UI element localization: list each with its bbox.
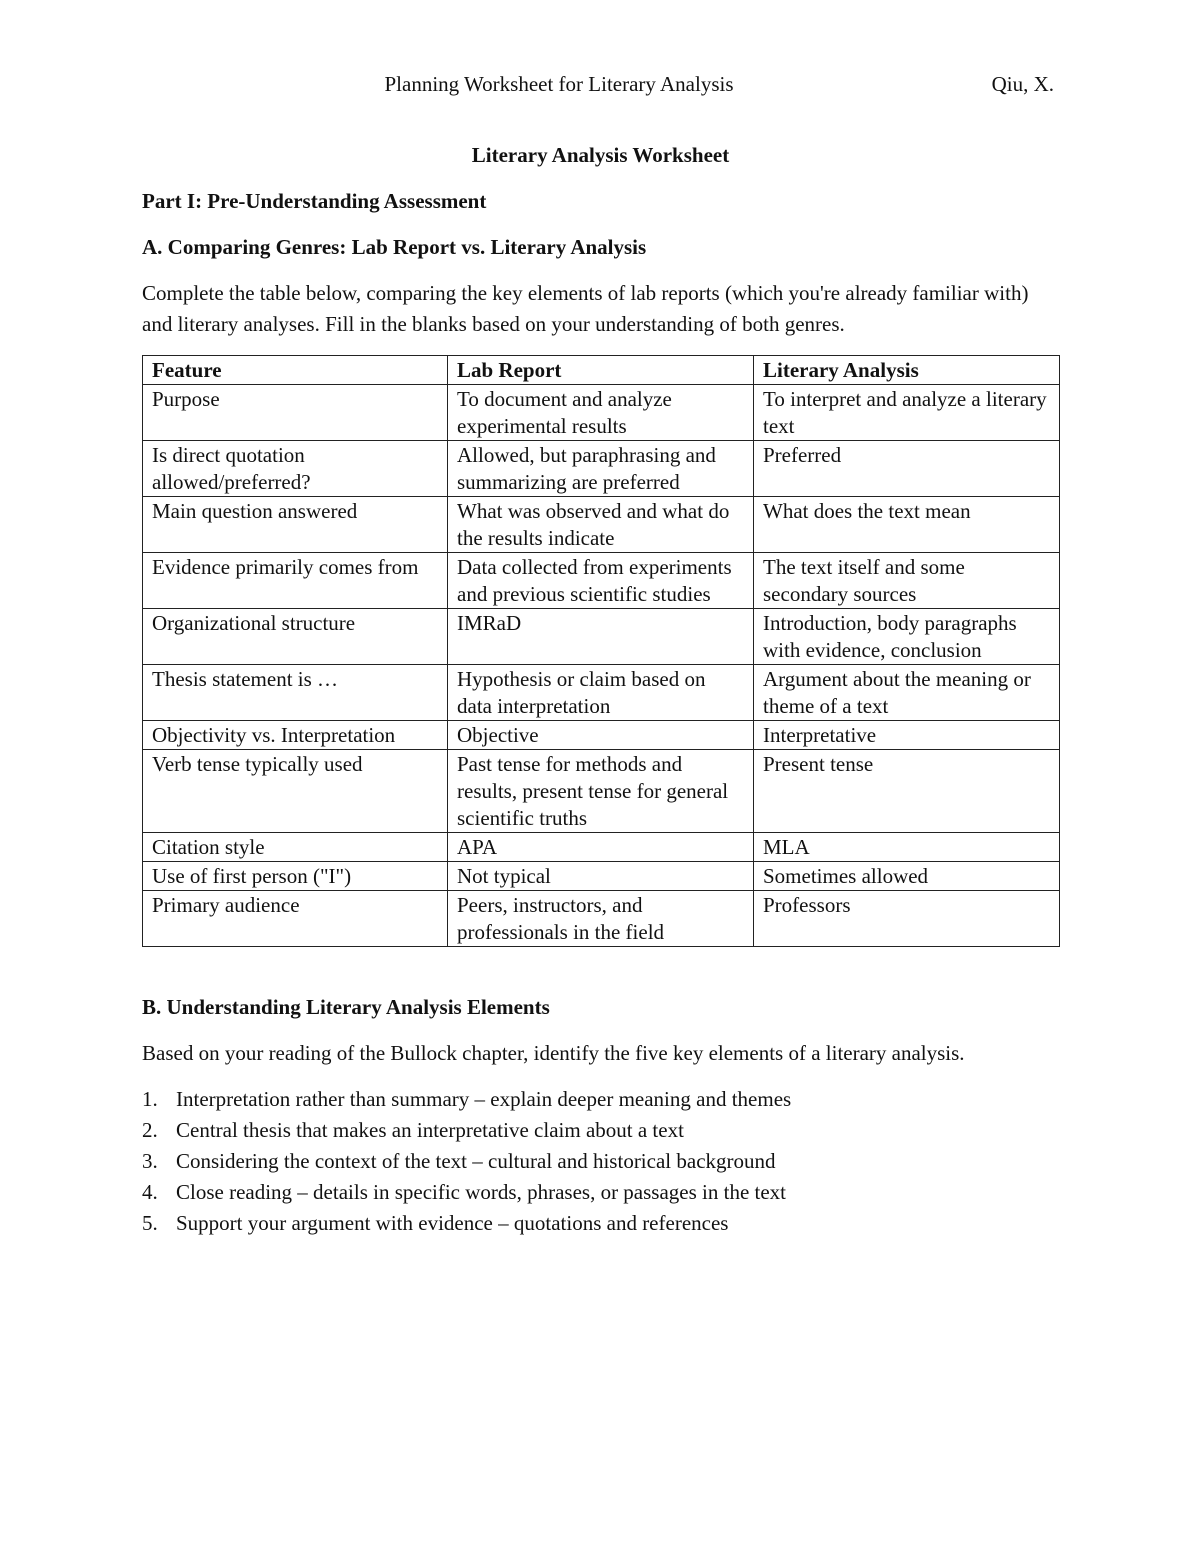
table-cell: Not typical xyxy=(448,862,754,891)
table-cell: To document and analyze experimental results xyxy=(448,385,754,441)
table-cell: Sometimes allowed xyxy=(754,862,1060,891)
document-title: Literary Analysis Worksheet xyxy=(471,143,730,167)
part-heading: Part I: Pre-Understanding Assessment xyxy=(142,189,487,213)
document-body xyxy=(142,140,1059,1239)
table-cell: Peers, instructors, and professionals in the field xyxy=(448,891,754,947)
table-cell: Professors xyxy=(754,891,1060,947)
table-cell: Interpretative xyxy=(754,721,1060,750)
table-row xyxy=(143,497,1060,553)
table-row xyxy=(143,833,1060,862)
page-header xyxy=(0,72,1200,102)
header-author: Qiu, X. xyxy=(991,72,1054,96)
table-cell: Data collected from experiments and previous scientific studies xyxy=(448,553,754,609)
comparison-table xyxy=(142,355,1060,947)
table-cell: Citation style xyxy=(143,833,448,862)
table-row xyxy=(143,750,1060,833)
table-cell: Main question answered xyxy=(143,497,448,553)
table-cell: Purpose xyxy=(143,385,448,441)
table-row xyxy=(143,891,1060,947)
list-item xyxy=(142,1084,1059,1115)
table-cell: Verb tense typically used xyxy=(143,750,448,833)
elements-list xyxy=(142,1084,1059,1239)
list-item xyxy=(142,1146,1059,1177)
table-cell: Present tense xyxy=(754,750,1060,833)
table-cell: To interpret and analyze a literary text xyxy=(754,385,1060,441)
table-cell: MLA xyxy=(754,833,1060,862)
list-item-number: 2. xyxy=(142,1118,158,1142)
table-row xyxy=(143,665,1060,721)
table-cell: What was observed and what do the results indicate xyxy=(448,497,754,553)
table-cell: Use of first person ("I") xyxy=(143,862,448,891)
table-cell: What does the text mean xyxy=(754,497,1060,553)
table-row xyxy=(143,441,1060,497)
table-cell: The text itself and some secondary sources xyxy=(754,553,1060,609)
list-item xyxy=(142,1208,1059,1239)
list-item-text: Central thesis that makes an interpretative claim about a text xyxy=(176,1118,684,1142)
table-row xyxy=(143,862,1060,891)
section-b-heading: B. Understanding Literary Analysis Elements xyxy=(142,995,550,1019)
list-item-text: Interpretation rather than summary – explain deeper meaning and themes xyxy=(176,1087,792,1111)
table-cell: Thesis statement is … xyxy=(143,665,448,721)
list-item-number: 4. xyxy=(142,1180,158,1204)
table-cell: Objective xyxy=(448,721,754,750)
table-header-cell: Feature xyxy=(143,356,448,385)
list-item-number: 5. xyxy=(142,1211,158,1235)
table-row xyxy=(143,385,1060,441)
table-row xyxy=(143,721,1060,750)
table-cell: Argument about the meaning or theme of a text xyxy=(754,665,1060,721)
list-item-text: Considering the context of the text – cultural and historical background xyxy=(176,1149,776,1173)
section-a-heading: A. Comparing Genres: Lab Report vs. Literary Analysis xyxy=(142,235,647,259)
table-cell: Primary audience xyxy=(143,891,448,947)
table-row xyxy=(143,553,1060,609)
table-cell: IMRaD xyxy=(448,609,754,665)
section-a-instructions: Complete the table below, comparing the key elements of lab reports (which you're already familiar with) and literary analyses. Fill in the blanks based on your understanding of both genres. xyxy=(142,281,1029,336)
table-cell: Is direct quotation allowed/preferred? xyxy=(143,441,448,497)
table-header-cell: Lab Report xyxy=(448,356,754,385)
list-item-number: 1. xyxy=(142,1087,158,1111)
section-b-instructions: Based on your reading of the Bullock chapter, identify the five key elements of a literary analysis. xyxy=(142,1041,965,1065)
table-cell: Objectivity vs. Interpretation xyxy=(143,721,448,750)
table-cell: Preferred xyxy=(754,441,1060,497)
table-cell: Organizational structure xyxy=(143,609,448,665)
table-cell: Past tense for methods and results, present tense for general scientific truths xyxy=(448,750,754,833)
section-spacer xyxy=(142,947,1059,992)
table-row xyxy=(143,609,1060,665)
table-header-cell: Literary Analysis xyxy=(754,356,1060,385)
list-item-text: Support your argument with evidence – quotations and references xyxy=(176,1211,729,1235)
list-item xyxy=(142,1115,1059,1146)
table-cell: Introduction, body paragraphs with evidence, conclusion xyxy=(754,609,1060,665)
table-cell: APA xyxy=(448,833,754,862)
table-cell: Evidence primarily comes from xyxy=(143,553,448,609)
table-header-row xyxy=(143,356,1060,385)
header-title: Planning Worksheet for Literary Analysis xyxy=(384,72,734,96)
table-cell: Hypothesis or claim based on data interpretation xyxy=(448,665,754,721)
list-item-text: Close reading – details in specific words, phrases, or passages in the text xyxy=(176,1180,787,1204)
list-item-number: 3. xyxy=(142,1149,158,1173)
table-cell: Allowed, but paraphrasing and summarizing are preferred xyxy=(448,441,754,497)
list-item xyxy=(142,1177,1059,1208)
